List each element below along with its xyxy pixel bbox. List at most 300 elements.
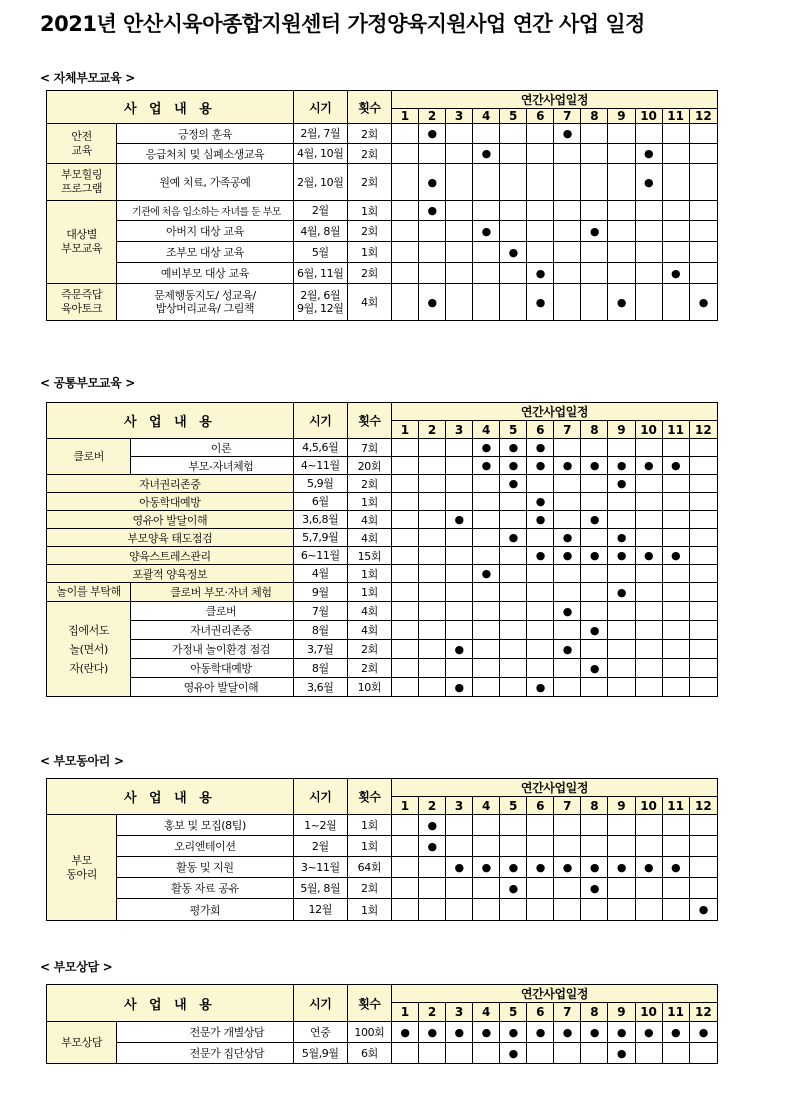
header-schedule: 연간사업일정 — [391, 91, 717, 109]
header-month: 3 — [446, 797, 473, 815]
category-cell: 부모상담 — [47, 1022, 117, 1064]
header-time: 시기 — [293, 91, 347, 124]
header-month: 10 — [635, 797, 662, 815]
schedule-cell — [391, 475, 418, 493]
schedule-cell — [391, 640, 418, 659]
schedule-cell — [446, 124, 473, 144]
schedule-cell — [662, 1043, 689, 1064]
schedule-cell — [581, 529, 608, 547]
schedule-cell — [473, 263, 500, 284]
schedule-cell — [635, 439, 662, 457]
schedule-cell — [419, 493, 446, 511]
schedule-cell — [473, 678, 500, 697]
schedule-dot: ● — [581, 221, 608, 242]
schedule-cell — [635, 221, 662, 242]
schedule-cell — [635, 640, 662, 659]
time-cell: 7월 — [293, 602, 347, 621]
schedule-cell — [500, 899, 527, 921]
schedule-cell — [662, 621, 689, 640]
schedule-cell — [689, 621, 717, 640]
schedule-cell — [446, 815, 473, 836]
schedule-cell — [689, 1043, 717, 1064]
schedule-cell — [689, 511, 717, 529]
header-month: 9 — [608, 797, 635, 815]
header-schedule: 연간사업일정 — [391, 985, 717, 1003]
schedule-dot: ● — [554, 124, 581, 144]
schedule-dot: ● — [446, 1022, 473, 1043]
schedule-cell — [581, 1043, 608, 1064]
header-month: 1 — [391, 1003, 418, 1022]
schedule-dot: ● — [635, 457, 662, 475]
schedule-cell — [689, 878, 717, 899]
header-month: 12 — [689, 421, 717, 439]
schedule-cell — [419, 678, 446, 697]
schedule-cell — [662, 221, 689, 242]
schedule-cell — [554, 659, 581, 678]
schedule-cell — [581, 493, 608, 511]
item-cell: 가정내 놀이환경 점검 — [131, 640, 293, 659]
schedule-cell — [662, 164, 689, 201]
header-month: 4 — [473, 421, 500, 439]
schedule-cell — [635, 529, 662, 547]
schedule-cell — [581, 164, 608, 201]
schedule-cell — [662, 475, 689, 493]
schedule-dot: ● — [608, 529, 635, 547]
schedule-cell — [581, 475, 608, 493]
schedule-cell — [446, 144, 473, 164]
schedule-cell — [689, 201, 717, 221]
item-cell: 전문가 개별상담 — [117, 1022, 294, 1043]
schedule-cell — [635, 242, 662, 263]
schedule-cell — [391, 124, 418, 144]
schedule-dot: ● — [527, 511, 554, 529]
schedule-cell — [473, 511, 500, 529]
schedule-cell — [689, 815, 717, 836]
schedule-cell — [662, 640, 689, 659]
schedule-cell — [446, 201, 473, 221]
header-month: 1 — [391, 109, 418, 124]
schedule-cell — [581, 144, 608, 164]
header-time: 시기 — [293, 779, 347, 815]
header-count: 횟수 — [347, 91, 391, 124]
count-cell: 1회 — [347, 201, 391, 221]
header-month: 4 — [473, 797, 500, 815]
schedule-cell — [527, 640, 554, 659]
schedule-cell — [608, 659, 635, 678]
schedule-cell — [635, 899, 662, 921]
header-month: 6 — [527, 797, 554, 815]
category-cell: 놀이를 부탁해 — [47, 583, 131, 602]
schedule-cell — [500, 221, 527, 242]
schedule-cell — [662, 583, 689, 602]
item-cell: 전문가 집단상담 — [117, 1043, 294, 1064]
schedule-cell — [391, 242, 418, 263]
schedule-cell — [527, 602, 554, 621]
schedule-cell — [473, 836, 500, 857]
schedule-dot: ● — [662, 1022, 689, 1043]
schedule-cell — [527, 836, 554, 857]
schedule-cell — [500, 836, 527, 857]
schedule-cell — [581, 815, 608, 836]
schedule-cell — [635, 493, 662, 511]
schedule-dot: ● — [419, 201, 446, 221]
header-month: 11 — [662, 797, 689, 815]
header-month: 11 — [662, 421, 689, 439]
time-cell: 5월,9월 — [293, 1043, 347, 1064]
schedule-cell — [554, 493, 581, 511]
schedule-cell — [581, 899, 608, 921]
schedule-cell — [446, 529, 473, 547]
schedule-cell — [554, 511, 581, 529]
schedule-dot: ● — [446, 640, 473, 659]
schedule-cell — [527, 899, 554, 921]
schedule-cell — [419, 621, 446, 640]
schedule-cell — [581, 124, 608, 144]
section-title-self-education: < 자체부모교육 > — [40, 71, 136, 85]
schedule-cell — [391, 583, 418, 602]
schedule-cell — [446, 602, 473, 621]
schedule-cell — [554, 263, 581, 284]
schedule-dot: ● — [473, 565, 500, 583]
schedule-cell — [662, 439, 689, 457]
schedule-dot: ● — [581, 857, 608, 878]
schedule-cell — [554, 565, 581, 583]
schedule-dot: ● — [581, 659, 608, 678]
time-cell: 6~11월 — [293, 547, 347, 565]
schedule-cell — [391, 857, 418, 878]
schedule-cell — [662, 815, 689, 836]
schedule-cell — [500, 678, 527, 697]
time-cell: 2월, 10월 — [293, 164, 347, 201]
category-cell: 클로버 — [47, 439, 131, 475]
schedule-cell — [500, 164, 527, 201]
schedule-dot: ● — [608, 547, 635, 565]
time-cell: 5,9월 — [293, 475, 347, 493]
schedule-cell — [419, 221, 446, 242]
schedule-cell — [500, 284, 527, 321]
schedule-cell — [635, 475, 662, 493]
schedule-cell — [581, 242, 608, 263]
item-cell: 원예 치료, 가족공예 — [117, 164, 294, 201]
schedule-cell — [446, 565, 473, 583]
schedule-cell — [391, 493, 418, 511]
schedule-cell — [419, 439, 446, 457]
time-cell: 6월, 11월 — [293, 263, 347, 284]
schedule-dot: ● — [446, 678, 473, 697]
header-month: 6 — [527, 421, 554, 439]
schedule-dot: ● — [662, 547, 689, 565]
item-cell: 자녀권리존중 — [131, 621, 293, 640]
schedule-cell — [419, 529, 446, 547]
item-cell: 조부모 대상 교육 — [117, 242, 294, 263]
schedule-cell — [446, 583, 473, 602]
schedule-cell — [635, 621, 662, 640]
schedule-cell — [527, 659, 554, 678]
schedule-cell — [635, 284, 662, 321]
time-cell: 4~11월 — [293, 457, 347, 475]
schedule-cell — [500, 602, 527, 621]
schedule-cell — [446, 221, 473, 242]
category-cell: 집에서도 놀(면서) 자(란다) — [47, 602, 131, 697]
count-cell: 100회 — [347, 1022, 391, 1043]
schedule-cell — [391, 511, 418, 529]
schedule-cell — [662, 242, 689, 263]
schedule-cell — [419, 602, 446, 621]
schedule-dot: ● — [527, 439, 554, 457]
schedule-cell — [500, 565, 527, 583]
schedule-cell — [581, 602, 608, 621]
schedule-dot: ● — [554, 547, 581, 565]
count-cell: 10회 — [347, 678, 391, 697]
schedule-cell — [689, 164, 717, 201]
schedule-cell — [473, 242, 500, 263]
schedule-cell — [500, 124, 527, 144]
item-cell: 영유아 발달이해 — [131, 678, 293, 697]
count-cell: 1회 — [347, 242, 391, 263]
schedule-cell — [635, 263, 662, 284]
count-cell: 2회 — [347, 144, 391, 164]
schedule-dot: ● — [635, 144, 662, 164]
item-cell: 포괄적 양육정보 — [47, 565, 294, 583]
count-cell: 4회 — [347, 529, 391, 547]
schedule-cell — [500, 659, 527, 678]
schedule-dot: ● — [391, 1022, 418, 1043]
schedule-cell — [554, 221, 581, 242]
count-cell: 6회 — [347, 1043, 391, 1064]
schedule-cell — [391, 221, 418, 242]
schedule-cell — [689, 659, 717, 678]
header-content: 사 업 내 용 — [47, 985, 294, 1022]
schedule-cell — [473, 529, 500, 547]
schedule-cell — [608, 878, 635, 899]
header-month: 7 — [554, 797, 581, 815]
schedule-cell — [608, 621, 635, 640]
schedule-dot: ● — [662, 263, 689, 284]
schedule-dot: ● — [689, 899, 717, 921]
count-cell: 1회 — [347, 899, 391, 921]
header-month: 4 — [473, 109, 500, 124]
schedule-cell — [527, 475, 554, 493]
header-month: 3 — [446, 1003, 473, 1022]
schedule-cell — [689, 678, 717, 697]
schedule-cell — [635, 124, 662, 144]
time-cell: 2월, 7월 — [293, 124, 347, 144]
header-month: 1 — [391, 421, 418, 439]
time-cell: 2월 — [293, 201, 347, 221]
schedule-cell — [391, 678, 418, 697]
schedule-cell — [391, 899, 418, 921]
item-cell: 아동학대예방 — [47, 493, 294, 511]
header-month: 2 — [419, 797, 446, 815]
schedule-cell — [608, 263, 635, 284]
schedule-cell — [662, 284, 689, 321]
schedule-cell — [500, 493, 527, 511]
schedule-dot: ● — [554, 529, 581, 547]
time-cell: 3,6,8월 — [293, 511, 347, 529]
count-cell: 1회 — [347, 836, 391, 857]
header-month: 12 — [689, 797, 717, 815]
schedule-cell — [391, 565, 418, 583]
schedule-dot: ● — [419, 1022, 446, 1043]
schedule-cell — [391, 547, 418, 565]
schedule-cell — [473, 659, 500, 678]
count-cell: 15회 — [347, 547, 391, 565]
schedule-cell — [554, 144, 581, 164]
count-cell: 1회 — [347, 493, 391, 511]
schedule-cell — [527, 621, 554, 640]
time-cell: 8월 — [293, 621, 347, 640]
schedule-cell — [581, 284, 608, 321]
schedule-cell — [554, 678, 581, 697]
schedule-cell — [527, 144, 554, 164]
header-month: 5 — [500, 797, 527, 815]
schedule-dot: ● — [635, 857, 662, 878]
schedule-cell — [662, 511, 689, 529]
schedule-cell — [473, 493, 500, 511]
count-cell: 2회 — [347, 475, 391, 493]
time-cell: 1~2월 — [293, 815, 347, 836]
schedule-cell — [446, 439, 473, 457]
time-cell: 3~11월 — [293, 857, 347, 878]
header-month: 10 — [635, 109, 662, 124]
schedule-cell — [689, 124, 717, 144]
schedule-cell — [391, 284, 418, 321]
item-cell: 부모-자녀체험 — [131, 457, 293, 475]
schedule-cell — [608, 899, 635, 921]
schedule-cell — [446, 836, 473, 857]
schedule-cell — [689, 836, 717, 857]
schedule-cell — [446, 878, 473, 899]
header-content: 사 업 내 용 — [47, 779, 294, 815]
schedule-cell — [473, 547, 500, 565]
schedule-cell — [689, 529, 717, 547]
count-cell: 1회 — [347, 565, 391, 583]
time-cell: 5월 — [293, 242, 347, 263]
schedule-cell — [581, 201, 608, 221]
schedule-dot: ● — [608, 583, 635, 602]
schedule-cell — [446, 547, 473, 565]
schedule-table-self-education — [46, 90, 718, 321]
schedule-cell — [608, 678, 635, 697]
header-month: 7 — [554, 1003, 581, 1022]
schedule-cell — [391, 164, 418, 201]
schedule-dot: ● — [635, 164, 662, 201]
schedule-cell — [608, 565, 635, 583]
schedule-cell — [662, 565, 689, 583]
schedule-table-counseling — [46, 984, 718, 1064]
count-cell: 4회 — [347, 602, 391, 621]
schedule-dot: ● — [419, 836, 446, 857]
schedule-cell — [391, 439, 418, 457]
schedule-cell — [446, 493, 473, 511]
schedule-dot: ● — [635, 1022, 662, 1043]
schedule-cell — [662, 144, 689, 164]
schedule-cell — [608, 511, 635, 529]
schedule-dot: ● — [473, 144, 500, 164]
schedule-cell — [554, 475, 581, 493]
item-cell: 평가회 — [117, 899, 294, 921]
schedule-cell — [473, 899, 500, 921]
header-month: 11 — [662, 109, 689, 124]
header-month: 12 — [689, 1003, 717, 1022]
schedule-dot: ● — [473, 857, 500, 878]
header-month: 3 — [446, 421, 473, 439]
schedule-cell — [689, 221, 717, 242]
item-cell: 클로버 — [131, 602, 293, 621]
header-month: 5 — [500, 109, 527, 124]
schedule-cell — [608, 201, 635, 221]
time-cell: 6월 — [293, 493, 347, 511]
header-content: 사 업 내 용 — [47, 91, 294, 124]
schedule-dot: ● — [500, 475, 527, 493]
schedule-dot: ● — [608, 857, 635, 878]
item-cell: 영유아 발달이해 — [47, 511, 294, 529]
schedule-cell — [419, 640, 446, 659]
schedule-cell — [581, 565, 608, 583]
schedule-cell — [391, 144, 418, 164]
header-count: 횟수 — [347, 403, 391, 439]
item-cell: 문제행동지도/ 성교육/ 밥상머리교육/ 그림책 — [117, 284, 294, 321]
schedule-dot: ● — [446, 857, 473, 878]
schedule-dot: ● — [500, 529, 527, 547]
schedule-cell — [608, 493, 635, 511]
schedule-cell — [608, 815, 635, 836]
page-title: 2021년 안산시육아종합지원센터 가정양육지원사업 연간 사업 일정 — [40, 12, 645, 36]
schedule-cell — [689, 857, 717, 878]
item-cell: 긍정의 훈육 — [117, 124, 294, 144]
schedule-cell — [473, 475, 500, 493]
item-cell: 활동 및 지원 — [117, 857, 294, 878]
schedule-cell — [473, 201, 500, 221]
schedule-cell — [527, 124, 554, 144]
schedule-cell — [446, 457, 473, 475]
schedule-cell — [473, 583, 500, 602]
header-month: 8 — [581, 109, 608, 124]
schedule-cell — [500, 621, 527, 640]
schedule-cell — [419, 242, 446, 263]
schedule-cell — [608, 164, 635, 201]
schedule-cell — [635, 878, 662, 899]
schedule-cell — [689, 602, 717, 621]
header-month: 10 — [635, 1003, 662, 1022]
count-cell: 4회 — [347, 511, 391, 529]
schedule-cell — [554, 836, 581, 857]
header-month: 9 — [608, 1003, 635, 1022]
item-cell: 홍보 및 모집(8팀) — [117, 815, 294, 836]
header-count: 횟수 — [347, 985, 391, 1022]
schedule-cell — [446, 242, 473, 263]
header-content: 사 업 내 용 — [47, 403, 294, 439]
header-month: 10 — [635, 421, 662, 439]
schedule-cell — [446, 899, 473, 921]
schedule-cell — [581, 439, 608, 457]
header-month: 7 — [554, 421, 581, 439]
schedule-dot: ● — [689, 284, 717, 321]
category-cell: 즉문즉답 육아토크 — [47, 284, 117, 321]
header-month: 6 — [527, 1003, 554, 1022]
time-cell: 5,7,9월 — [293, 529, 347, 547]
count-cell: 64회 — [347, 857, 391, 878]
count-cell: 2회 — [347, 164, 391, 201]
count-cell: 1회 — [347, 583, 391, 602]
schedule-cell — [554, 201, 581, 221]
schedule-cell — [446, 263, 473, 284]
schedule-cell — [473, 878, 500, 899]
schedule-dot: ● — [554, 602, 581, 621]
schedule-dot: ● — [554, 457, 581, 475]
schedule-cell — [500, 263, 527, 284]
schedule-cell — [689, 547, 717, 565]
